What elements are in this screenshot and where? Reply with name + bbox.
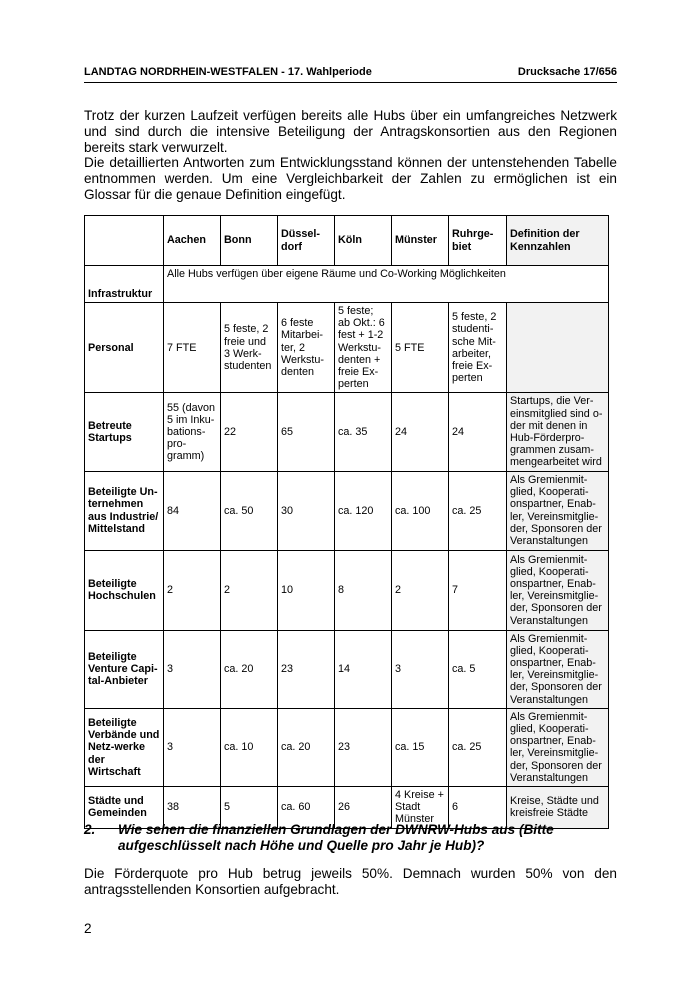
table-row <box>85 303 609 393</box>
header-title: LANDTAG NORDRHEIN-WESTFALEN - 17. Wahlperiode <box>84 66 372 78</box>
table-cell: 3 <box>164 708 221 786</box>
column-header: Bonn <box>221 216 278 266</box>
column-header: Aachen <box>164 216 221 266</box>
table-header-row <box>85 216 609 266</box>
definition-cell: Startups, die Ver-einsmitglied sind o-der mit denen in Hub-Förderpro-grammen zusam-mengearbeitet wird <box>507 393 609 471</box>
page-number: 2 <box>84 921 92 936</box>
column-header: Münster <box>392 216 449 266</box>
table-cell: 5 FTE <box>392 303 449 393</box>
column-header: Ruhrge-biet <box>449 216 507 266</box>
infrastructure-cell: Alle Hubs verfügen über eigene Räume und Co-Working Möglichkeiten <box>164 266 609 303</box>
table-cell: 3 <box>392 630 449 708</box>
header-doc-number: Drucksache 17/656 <box>517 66 617 78</box>
definition-cell: Kreise, Städte und kreisfreie Städte <box>507 787 609 829</box>
table-cell: 22 <box>221 393 278 471</box>
definition-cell <box>507 303 609 393</box>
table-cell: ca. 15 <box>392 708 449 786</box>
page-header <box>84 66 617 78</box>
row-header: Personal <box>85 303 164 393</box>
table-cell: 55 (davon 5 im Inku-bations-pro-gramm) <box>164 393 221 471</box>
intro-text <box>84 108 617 203</box>
column-header: Köln <box>335 216 392 266</box>
question-text: Wie sehen die finanziellen Grundlagen der DWNRW-Hubs aus (Bitte aufgeschlüsselt nach Höhe und Quelle pro Jahr je Hub)? <box>118 822 554 853</box>
table-row <box>85 630 609 708</box>
row-header: Beteiligte Venture Capi-tal-Anbieter <box>85 630 164 708</box>
corner-cell <box>85 216 164 266</box>
table-cell: ca. 20 <box>278 708 335 786</box>
row-header: Beteiligte Hochschulen <box>85 550 164 630</box>
table-cell: 24 <box>392 393 449 471</box>
column-header: Definition der Kennzahlen <box>507 216 609 266</box>
row-header: Infrastruktur <box>85 266 164 303</box>
table-cell: 5 <box>221 787 278 829</box>
table-row <box>85 471 609 550</box>
definition-cell: Als Gremienmit-glied, Kooperati-onspartner, Enab-ler, Vereinsmitglie-der, Sponsoren der Veranstaltungen <box>507 708 609 786</box>
hub-statistics-table <box>84 215 609 829</box>
table-cell: 14 <box>335 630 392 708</box>
table-row <box>85 550 609 630</box>
table-cell: 6 <box>449 787 507 829</box>
table-cell: ca. 10 <box>221 708 278 786</box>
row-header: Städte und Gemeinden <box>85 787 164 829</box>
table-cell: 24 <box>449 393 507 471</box>
table-cell: 7 <box>449 550 507 630</box>
table-cell: 2 <box>392 550 449 630</box>
table-cell: 2 <box>221 550 278 630</box>
intro-paragraph-1: Trotz der kurzen Laufzeit verfügen bereits alle Hubs über ein umfangreiches Netzwerk und sind durch die intensive Beteiligung der Antragskonsortien aus den Regionen bereits stark verwurzelt. <box>84 108 617 155</box>
table-cell: ca. 25 <box>449 708 507 786</box>
table-cell: 23 <box>278 630 335 708</box>
question-number: 2. <box>84 822 96 837</box>
table-cell: 30 <box>278 471 335 550</box>
row-header: Beteiligte Un-ternehmen aus Industrie/ Mittelstand <box>85 471 164 550</box>
table-cell: 5 feste, 2 freie und 3 Werk-studenten <box>221 303 278 393</box>
table-cell: 23 <box>335 708 392 786</box>
header-rule <box>84 82 617 83</box>
table-cell: ca. 50 <box>221 471 278 550</box>
table-cell: ca. 20 <box>221 630 278 708</box>
table-cell: 10 <box>278 550 335 630</box>
table-cell: 6 feste Mitarbei-ter, 2 Werkstu-denten <box>278 303 335 393</box>
table-cell: 2 <box>164 550 221 630</box>
question-2 <box>84 822 617 854</box>
table-cell: ca. 5 <box>449 630 507 708</box>
definition-cell: Als Gremienmit-glied, Kooperati-onspartner, Enab-ler, Vereinsmitglie-der, Sponsoren der Veranstaltungen <box>507 550 609 630</box>
table-row <box>85 266 609 303</box>
table-cell: 4 Kreise + Stadt Münster <box>392 787 449 829</box>
table-cell: 5 feste; ab Okt.: 6 fest + 1-2 Werkstu-denten + freie Ex-perten <box>335 303 392 393</box>
table-row <box>85 393 609 471</box>
table-row <box>85 708 609 786</box>
answer-text: Die Förderquote pro Hub betrug jeweils 50%. Demnach wurden 50% von den antragsstellenden Konsortien aufgebracht. <box>84 866 617 897</box>
table-cell: ca. 25 <box>449 471 507 550</box>
definition-cell: Als Gremienmit-glied, Kooperati-onspartner, Enab-ler, Vereinsmitglie-der, Sponsoren der Veranstaltungen <box>507 471 609 550</box>
table-cell: 8 <box>335 550 392 630</box>
intro-paragraph-2: Die detaillierten Antworten zum Entwicklungsstand können der untenstehenden Tabelle entnommen werden. Um eine Vergleichbarkeit der Zahlen zu ermöglichen ist ein Glossar für die genaue Definition eingefügt. <box>84 155 617 202</box>
table-cell: 3 <box>164 630 221 708</box>
definition-cell: Als Gremienmit-glied, Kooperati-onspartner, Enab-ler, Vereinsmitglie-der, Sponsoren der Veranstaltungen <box>507 630 609 708</box>
table-cell: ca. 100 <box>392 471 449 550</box>
table-cell: ca. 60 <box>278 787 335 829</box>
table-cell: 26 <box>335 787 392 829</box>
table-cell: 38 <box>164 787 221 829</box>
table-cell: 5 feste, 2 studenti-sche Mit-arbeiter, freie Ex-perten <box>449 303 507 393</box>
row-header: Betreute Startups <box>85 393 164 471</box>
column-header: Düssel-dorf <box>278 216 335 266</box>
table-cell: 7 FTE <box>164 303 221 393</box>
table-cell: 65 <box>278 393 335 471</box>
table-cell: 84 <box>164 471 221 550</box>
table-cell: ca. 35 <box>335 393 392 471</box>
table-cell: ca. 120 <box>335 471 392 550</box>
row-header: Beteiligte Verbände und Netz-werke der Wirtschaft <box>85 708 164 786</box>
